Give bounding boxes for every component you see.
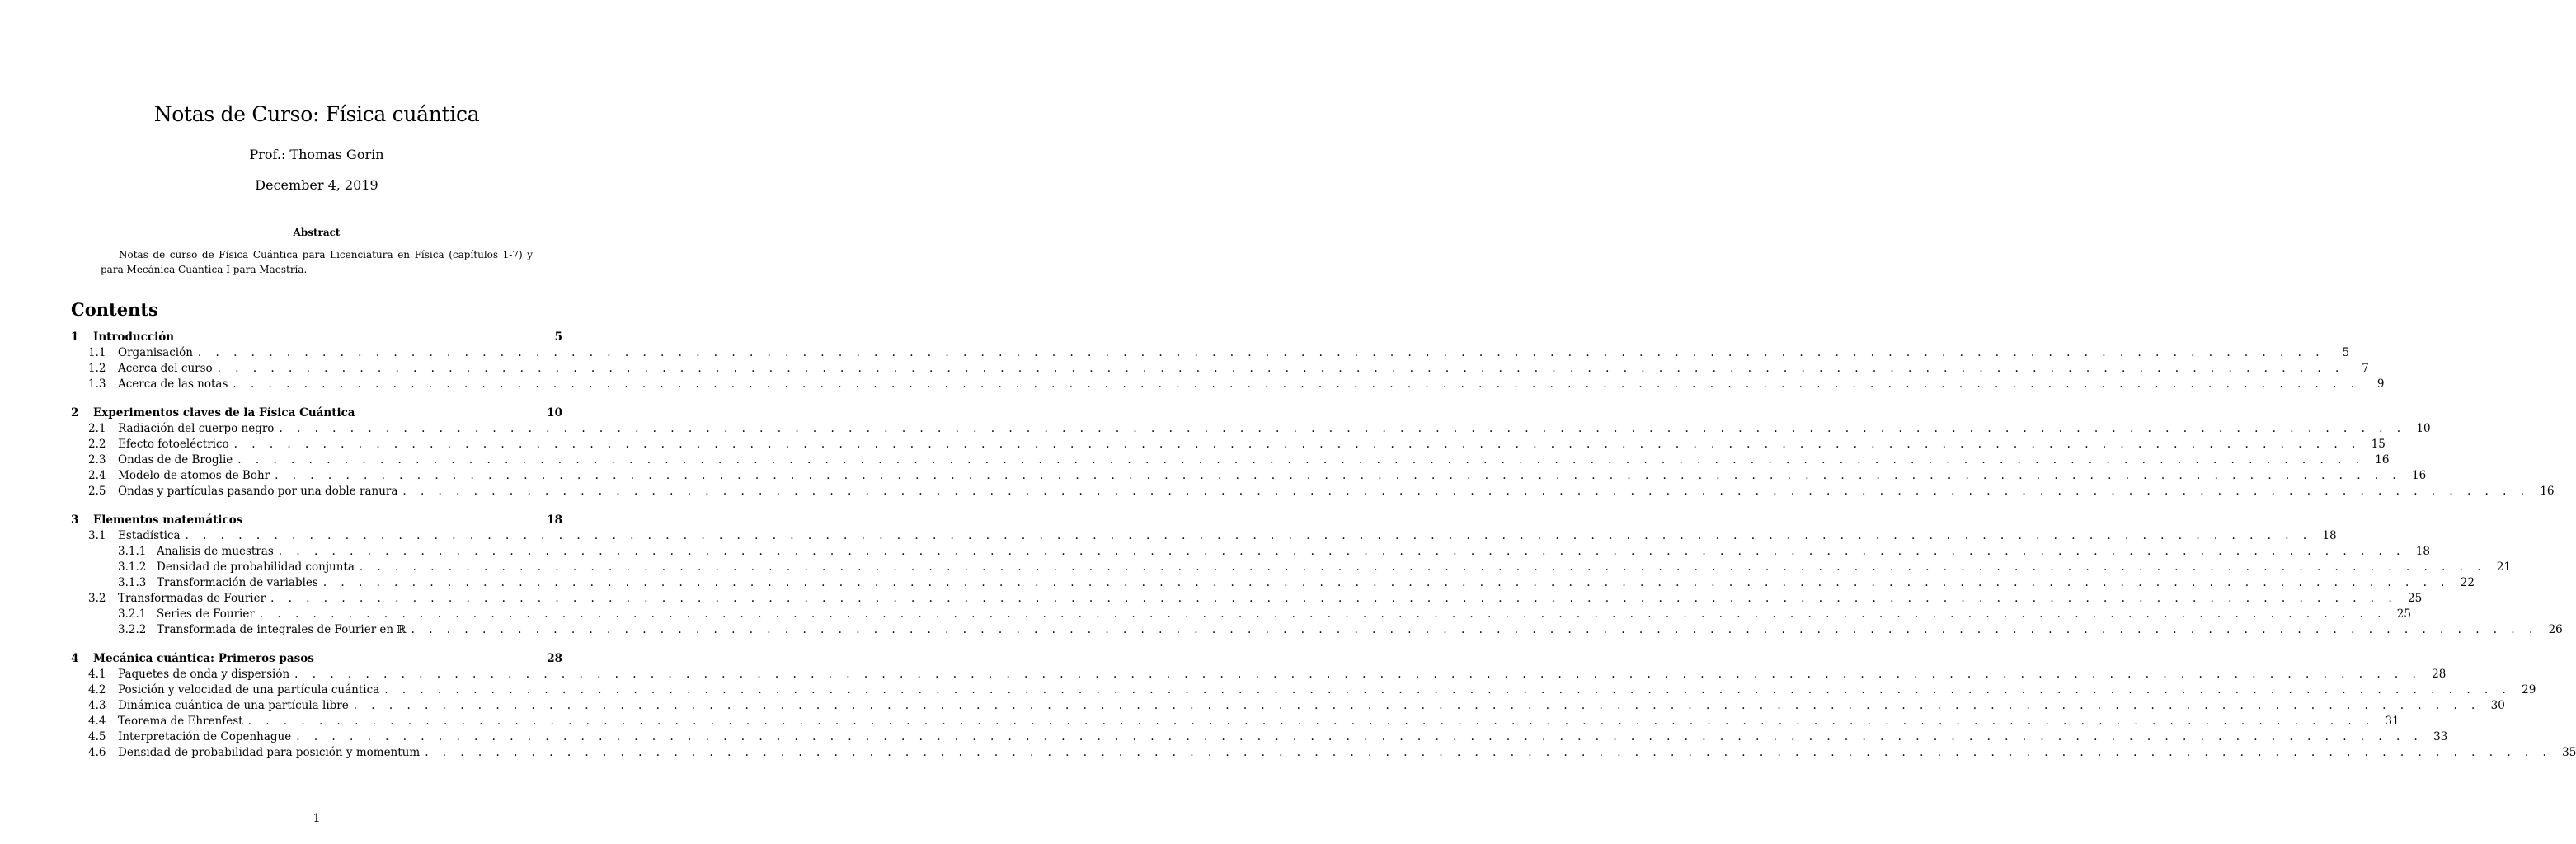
toc-entry-title: Transformadas de Fourier [118, 592, 266, 605]
toc-chapter-number: 2 [71, 406, 79, 420]
toc-dot-leader: . . . . . . . . . . . . . . . . . . . . . . . . . . . . . . . . . . . . . . . . . . . . . . . . . . . . . . . . . . . . . . . . . . . . . . . . . . . . . . . . . . . . . . . . . . . . . . . . . . . . . . . . . . . . . . . . . . . . . . . . [384, 683, 2512, 696]
toc-section[interactable] [71, 346, 2350, 362]
toc-entry-number: 2.3 [88, 453, 106, 467]
toc-entry-number: 1.2 [88, 362, 106, 375]
toc-subsection[interactable] [71, 545, 2430, 560]
toc-subsection[interactable] [71, 623, 2563, 639]
abstract-text: Notas de curso de Física Cuántica para Licenciatura en Física (capítulos 1-7) y para Mecánica Cuántica I para Maestría. [101, 249, 533, 275]
toc-entry-page: 35 [2562, 746, 2576, 759]
toc-dot-leader: . . . . . . . . . . . . . . . . . . . . . . . . . . . . . . . . . . . . . . . . . . . . . . . . . . . . . . . . . . . . . . . . . . . . . . . . . . . . . . . . . . . . . . . . . . . . . . . . . . . . . . . . . . . . . . . . . . . . . . . . [296, 730, 2423, 743]
toc-entry-page: 26 [2548, 623, 2563, 636]
toc-dot-leader: . . . . . . . . . . . . . . . . . . . . . . . . . . . . . . . . . . . . . . . . . . . . . . . . . . . . . . . . . . . . . . . . . . . . . . . . . . . . . . . . . . . . . . . . . . . . . . . . . . . . . . . . . . . . . . . . . . . . . . . . [402, 485, 2530, 498]
toc-entry-title: Ondas de de Broglie [118, 453, 233, 467]
toc-chapter-title: Experimentos claves de la Física Cuántica [93, 406, 355, 420]
toc-dot-leader: . . . . . . . . . . . . . . . . . . . . . . . . . . . . . . . . . . . . . . . . . . . . . . . . . . . . . . . . . . . . . . . . . . . . . . . . . . . . . . . . . . . . . . . . . . . . . . . . . . . . . . . . . . . . . . . . . . . . . . . . [279, 422, 2406, 435]
abstract-heading: Abstract [293, 227, 341, 238]
toc-chapter-number: 3 [71, 513, 79, 527]
toc-dot-leader: . . . . . . . . . . . . . . . . . . . . . . . . . . . . . . . . . . . . . . . . . . . . . . . . . . . . . . . . . . . . . . . . . . . . . . . . . . . . . . . . . . . . . . . . . . . . . . . . . . . . . . . . . . . . . . . . . . . . . . . . [359, 560, 2486, 574]
toc-dot-leader: . . . . . . . . . . . . . . . . . . . . . . . . . . . . . . . . . . . . . . . . . . . . . . . . . . . . . . . . . . . . . . . . . . . . . . . . . . . . . . . . . . . . . . . . . . . . . . . . . . . . . . . . . . . . . . . . . . . . . . . . [233, 438, 2361, 451]
toc-entry-number: 3.2.1 [118, 607, 147, 621]
toc-dot-leader: . . . . . . . . . . . . . . . . . . . . . . . . . . . . . . . . . . . . . . . . . . . . . . . . . . . . . . . . . . . . . . . . . . . . . . . . . . . . . . . . . . . . . . . . . . . . . . . . . . . . . . . . . . . . . . . . . . . . . . . . [275, 469, 2402, 482]
toc-entry-number: 4.2 [88, 683, 106, 696]
toc-section[interactable] [71, 715, 2400, 730]
toc-section[interactable] [71, 485, 2555, 500]
document-date: December 4, 2019 [255, 177, 378, 193]
toc-entry-title: Acerca del curso [118, 362, 213, 375]
toc-entry-page: 31 [2385, 715, 2400, 728]
toc-entry-page: 28 [2432, 668, 2447, 681]
toc-chapter[interactable] [71, 513, 562, 529]
toc-chapter[interactable] [71, 406, 562, 422]
toc-entry-page: 25 [2396, 607, 2411, 621]
toc-entry-title: Teorema de Ehrenfest [118, 715, 243, 728]
toc-entry-page: 10 [2416, 422, 2431, 435]
toc-chapter-title: Introducción [93, 331, 175, 344]
toc-entry-number: 3.2 [88, 592, 106, 605]
toc-section[interactable] [71, 668, 2447, 683]
toc-entry-page: 7 [2362, 362, 2369, 375]
toc-subsection[interactable] [71, 560, 2511, 576]
toc-entry-page: 15 [2371, 438, 2386, 451]
page-number: 1 [313, 812, 321, 825]
toc-dot-leader: . . . . . . . . . . . . . . . . . . . . . . . . . . . . . . . . . . . . . . . . . . . . . . . . . . . . . . . . . . . . . . . . . . . . . . . . . . . . . . . . . . . . . . . . . . . . . . . . . . . . . . . . . . . . . . . . . . . . . . . . [353, 699, 2480, 712]
toc-entry-number: 4.4 [88, 715, 106, 728]
toc-entry-title: Dinámica cuántica de una partícula libre [118, 699, 349, 712]
toc-section[interactable] [71, 730, 2448, 746]
toc-dot-leader: . . . . . . . . . . . . . . . . . . . . . . . . . . . . . . . . . . . . . . . . . . . . . . . . . . . . . . . . . . . . . . . . . . . . . . . . . . . . . . . . . . . . . . . . . . . . . . . . . . . . . . . . . . . . . . . . . . . . . . . . [233, 377, 2360, 391]
toc-entry-page: 16 [2412, 469, 2427, 482]
toc-entry-page: 21 [2496, 560, 2511, 574]
toc-entry-page: 18 [2322, 529, 2337, 542]
toc-dot-leader: . . . . . . . . . . . . . . . . . . . . . . . . . . . . . . . . . . . . . . . . . . . . . . . . . . . . . . . . . . . . . . . . . . . . . . . . . . . . . . . . . . . . . . . . . . . . . . . . . . . . . . . . . . . . . . . . . . . . . . . . [217, 362, 2344, 375]
toc-chapter-number: 4 [71, 652, 79, 665]
toc-entry-number: 3.1 [88, 529, 106, 542]
toc-section[interactable] [71, 529, 2337, 545]
author-line: Prof.: Thomas Gorin [249, 147, 384, 162]
toc-section[interactable] [71, 592, 2423, 607]
toc-chapter[interactable] [71, 652, 562, 668]
toc-chapter-number: 1 [71, 331, 79, 344]
toc-entry-title: Posición y velocidad de una partícula cuántica [118, 683, 380, 696]
toc-entry-title: Efecto fotoeléctrico [118, 438, 229, 451]
toc-dot-leader: . . . . . . . . . . . . . . . . . . . . . . . . . . . . . . . . . . . . . . . . . . . . . . . . . . . . . . . . . . . . . . . . . . . . . . . . . . . . . . . . . . . . . . . . . . . . . . . . . . . . . . . . . . . . . . . . . . . . . . . . [425, 746, 2552, 759]
toc-entry-title: Transformación de variables [157, 576, 318, 589]
toc-dot-leader: . . . . . . . . . . . . . . . . . . . . . . . . . . . . . . . . . . . . . . . . . . . . . . . . . . . . . . . . . . . . . . . . . . . . . . . . . . . . . . . . . . . . . . . . . . . . . . . . . . . . . . . . . . . . . . . . . . . . . . . . [197, 346, 2325, 359]
toc-entry-title: Estadística [118, 529, 181, 542]
toc-entry-number: 4.1 [88, 668, 106, 681]
toc-entry-title: Organisación [118, 346, 193, 359]
toc-entry-number: 3.1.2 [118, 560, 147, 574]
toc-subsection[interactable] [71, 607, 2411, 623]
toc-entry-page: 5 [2342, 346, 2350, 359]
toc-entry-number: 2.2 [88, 438, 106, 451]
toc-entry-number: 4.6 [88, 746, 106, 759]
toc-entry-number: 2.1 [88, 422, 106, 435]
toc-entry-number: 4.3 [88, 699, 106, 712]
toc-entry-title: Series de Fourier [157, 607, 255, 621]
toc-entry-page: 25 [2408, 592, 2423, 605]
table-of-contents [71, 331, 2576, 762]
toc-dot-leader: . . . . . . . . . . . . . . . . . . . . . . . . . . . . . . . . . . . . . . . . . . . . . . . . . . . . . . . . . . . . . . . . . . . . . . . . . . . . . . . . . . . . . . . . . . . . . . . . . . . . . . . . . . . . . . . . . . . . . . . . [270, 592, 2398, 605]
toc-entry-number: 2.4 [88, 469, 106, 482]
toc-chapter-page: 10 [547, 406, 562, 420]
toc-section[interactable] [71, 699, 2505, 715]
toc-entry-title: Analisis de muestras [157, 545, 274, 558]
toc-section[interactable] [71, 438, 2386, 453]
toc-section[interactable] [71, 683, 2536, 699]
toc-entry-title: Transformada de integrales de Fourier en ℝ [157, 623, 407, 636]
toc-dot-leader: . . . . . . . . . . . . . . . . . . . . . . . . . . . . . . . . . . . . . . . . . . . . . . . . . . . . . . . . . . . . . . . . . . . . . . . . . . . . . . . . . . . . . . . . . . . . . . . . . . . . . . . . . . . . . . . . . . . . . . . . [185, 529, 2312, 542]
toc-chapter-page: 18 [547, 513, 562, 527]
toc-entry-title: Acerca de las notas [118, 377, 228, 391]
toc-section[interactable] [71, 469, 2427, 485]
toc-section[interactable] [71, 422, 2431, 438]
toc-entry-number: 3.2.2 [118, 623, 147, 636]
toc-entry-title: Radiación del cuerpo negro [118, 422, 275, 435]
toc-dot-leader: . . . . . . . . . . . . . . . . . . . . . . . . . . . . . . . . . . . . . . . . . . . . . . . . . . . . . . . . . . . . . . . . . . . . . . . . . . . . . . . . . . . . . . . . . . . . . . . . . . . . . . . . . . . . . . . . . . . . . . . . [411, 623, 2538, 636]
toc-entry-title: Modelo de atomos de Bohr [118, 469, 270, 482]
toc-dot-leader: . . . . . . . . . . . . . . . . . . . . . . . . . . . . . . . . . . . . . . . . . . . . . . . . . . . . . . . . . . . . . . . . . . . . . . . . . . . . . . . . . . . . . . . . . . . . . . . . . . . . . . . . . . . . . . . . . . . . . . . . [247, 715, 2375, 728]
toc-entry-page: 18 [2415, 545, 2430, 558]
toc-chapter-page: 28 [547, 652, 562, 665]
toc-entry-number: 3.1.3 [118, 576, 147, 589]
toc-chapter[interactable] [71, 331, 562, 346]
toc-entry-page: 22 [2460, 576, 2475, 589]
toc-chapter-title: Elementos matemáticos [93, 513, 243, 527]
toc-entry-page: 30 [2490, 699, 2505, 712]
toc-entry-number: 2.5 [88, 485, 106, 498]
toc-dot-leader: . . . . . . . . . . . . . . . . . . . . . . . . . . . . . . . . . . . . . . . . . . . . . . . . . . . . . . . . . . . . . . . . . . . . . . . . . . . . . . . . . . . . . . . . . . . . . . . . . . . . . . . . . . . . . . . . . . . . . . . . [237, 453, 2365, 467]
toc-entry-number: 1.3 [88, 377, 106, 391]
toc-entry-page: 9 [2376, 377, 2385, 391]
toc-entry-title: Densidad de probabilidad conjunta [157, 560, 355, 574]
toc-entry-number: 4.5 [88, 730, 106, 743]
toc-section[interactable] [71, 746, 2576, 762]
toc-subsection[interactable] [71, 576, 2475, 592]
toc-section[interactable] [71, 362, 2369, 377]
toc-section[interactable] [71, 453, 2390, 469]
document-title: Notas de Curso: Física cuántica [153, 102, 480, 126]
toc-entry-title: Paquetes de onda y dispersión [118, 668, 290, 681]
toc-section[interactable] [71, 377, 2385, 393]
toc-entry-number: 1.1 [88, 346, 106, 359]
toc-entry-page: 33 [2433, 730, 2448, 743]
toc-entry-title: Ondas y partículas pasando por una doble ranura [118, 485, 398, 498]
toc-entry-page: 16 [2540, 485, 2555, 498]
toc-dot-leader: . . . . . . . . . . . . . . . . . . . . . . . . . . . . . . . . . . . . . . . . . . . . . . . . . . . . . . . . . . . . . . . . . . . . . . . . . . . . . . . . . . . . . . . . . . . . . . . . . . . . . . . . . . . . . . . . . . . . . . . . [322, 576, 2450, 589]
contents-heading: Contents [71, 299, 158, 320]
toc-entry-title: Interpretación de Copenhague [118, 730, 292, 743]
toc-dot-leader: . . . . . . . . . . . . . . . . . . . . . . . . . . . . . . . . . . . . . . . . . . . . . . . . . . . . . . . . . . . . . . . . . . . . . . . . . . . . . . . . . . . . . . . . . . . . . . . . . . . . . . . . . . . . . . . . . . . . . . . . [294, 668, 2422, 681]
toc-chapter-title: Mecánica cuántica: Primeros pasos [93, 652, 314, 665]
toc-entry-title: Densidad de probabilidad para posición y momentum [118, 746, 421, 759]
toc-entry-number: 3.1.1 [118, 545, 147, 558]
toc-dot-leader: . . . . . . . . . . . . . . . . . . . . . . . . . . . . . . . . . . . . . . . . . . . . . . . . . . . . . . . . . . . . . . . . . . . . . . . . . . . . . . . . . . . . . . . . . . . . . . . . . . . . . . . . . . . . . . . . . . . . . . . . [278, 545, 2405, 558]
toc-dot-leader: . . . . . . . . . . . . . . . . . . . . . . . . . . . . . . . . . . . . . . . . . . . . . . . . . . . . . . . . . . . . . . . . . . . . . . . . . . . . . . . . . . . . . . . . . . . . . . . . . . . . . . . . . . . . . . . . . . . . . . . . [259, 607, 2386, 621]
toc-chapter-page: 5 [554, 331, 562, 344]
toc-entry-page: 16 [2375, 453, 2390, 467]
toc-entry-page: 29 [2522, 683, 2536, 696]
